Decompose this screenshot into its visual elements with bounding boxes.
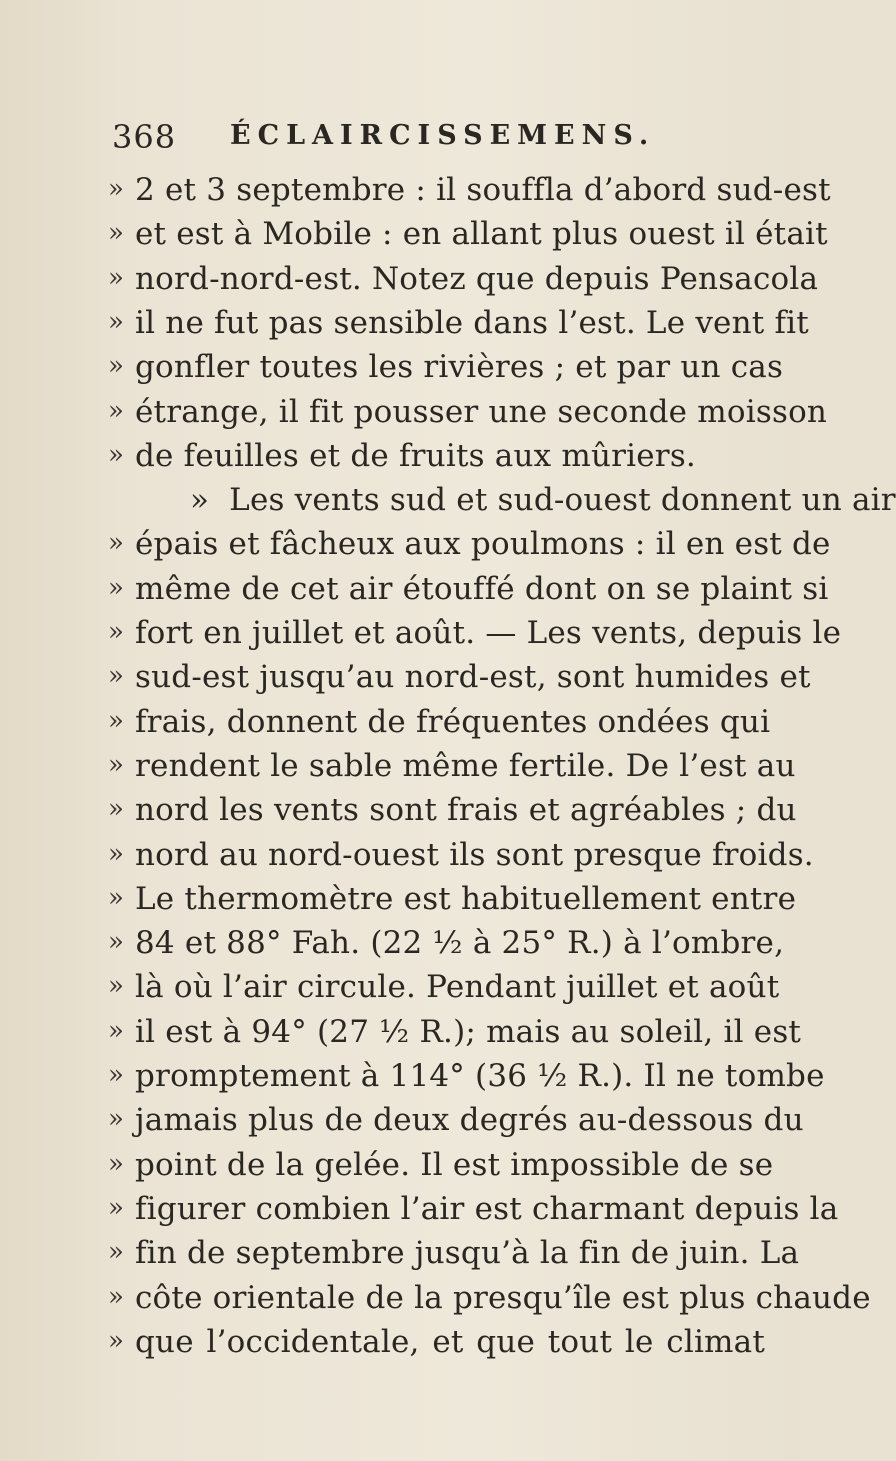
quote-mark: » [108,749,124,780]
line-text: même de cet air étouffé dont on se plaint si [135,570,829,607]
quote-mark: » [108,395,124,426]
text-line [0,1231,800,1275]
line-text: sud-est jusqu’au nord-est, sont humides et [135,659,811,696]
line-text: rendent le sable même fertile. De l’est au [135,747,796,784]
line-text: promptement à 114° (36 ½ R.). Il ne tombe [135,1058,825,1094]
quote-mark: » [108,1060,124,1090]
line-text: fort en juillet et août. — Les vents, depuis le [135,615,842,651]
text-line [0,1276,871,1320]
text-line [0,434,800,478]
line-text: épais et fâcheux aux poulmons : il en est de [135,526,831,563]
quote-mark: » [108,927,124,958]
line-text: nord les vents sont frais et agréables ; du [135,792,797,829]
text-line [0,390,828,434]
quote-mark: » [108,661,124,692]
page-header [112,118,760,162]
text-line [0,212,828,256]
text-line [0,257,819,301]
text-line [0,744,800,788]
text-line [0,1187,839,1231]
quote-mark: » [108,838,124,869]
text-line [0,655,811,699]
line-text: 2 et 3 septembre : il souffla d’abord sud-est [135,172,831,208]
line-text: là où l’air circule. Pendant juillet et août [135,969,780,1006]
quote-mark: » [108,971,124,1002]
text-line [0,168,831,212]
quote-mark: » [108,439,124,470]
quote-mark: » [108,1237,124,1268]
quote-mark: » [190,482,210,519]
quote-mark: » [108,1104,124,1135]
quote-mark: » [108,705,124,736]
line-text: et est à Mobile : en allant plus ouest il était [135,216,828,253]
line-text [190,478,896,522]
text-line [0,877,800,921]
quote-mark: » [108,174,124,204]
line-text: 84 et 88° Fah. (22 ½ à 25° R.) à l’ombre, [135,925,785,962]
line-text: il est à 94° (27 ½ R.); mais au soleil, il est [135,1013,802,1050]
line-text: de feuilles et de fruits aux mûriers. [135,437,696,474]
line-text-body: Les vents sud et sud-ouest donnent un air [229,482,896,519]
quote-mark: » [108,572,124,603]
text-line [0,611,842,655]
quote-mark: » [108,1015,124,1046]
text-line [0,1320,800,1364]
line-text: étrange, il fit pousser une seconde moisson [135,393,828,430]
line-text: Le thermomètre est habituellement entre [135,880,797,917]
quote-mark: » [108,262,124,293]
quote-mark: » [108,617,124,647]
line-text: gonfler toutes les rivières ; et par un cas [135,349,784,386]
quote-mark: » [108,1325,124,1356]
text-line [0,965,800,1009]
line-text: nord au nord-ouest ils sont presque froids. [135,836,814,873]
text-line [0,1054,825,1098]
text-line [0,788,800,832]
text-line [0,522,831,566]
text-line [0,700,800,744]
line-text: jamais plus de deux degrés au-dessous du [135,1102,804,1139]
line-text: il ne fut pas sensible dans l’est. Le vent fit [135,304,809,341]
line-text: que l’occidentale, et que tout le climat [135,1323,765,1360]
text-line [0,1143,800,1187]
text-line [0,567,829,611]
running-head: ÉCLAIRCISSEMENS. [230,120,656,151]
text-line [0,1098,804,1142]
line-text: nord-nord-est. Notez que depuis Pensacola [135,260,819,297]
text-line [0,1010,800,1054]
quote-mark: » [108,882,124,913]
line-text: point de la gelée. Il est impossible de se [135,1146,774,1183]
quote-mark: » [108,1148,124,1179]
quote-mark: » [108,528,124,559]
line-text: frais, donnent de fréquentes ondées qui [135,703,771,740]
text-line [0,345,800,389]
line-text: figurer combien l’air est charmant depuis la [135,1190,839,1227]
quote-mark: » [108,794,124,825]
text-line [0,833,814,877]
text-line [0,478,896,522]
quote-mark: » [108,306,124,337]
quote-mark: » [108,1281,124,1312]
quote-mark: » [108,218,124,249]
quote-mark: » [108,351,124,382]
text-line [0,921,800,965]
line-text: fin de septembre jusqu’à la fin de juin. La [135,1235,800,1272]
quote-mark: » [108,1192,124,1223]
text-line [0,301,809,345]
line-text: côte orientale de la presqu’île est plus chaude [135,1279,871,1316]
page-number: 368 [112,118,177,156]
